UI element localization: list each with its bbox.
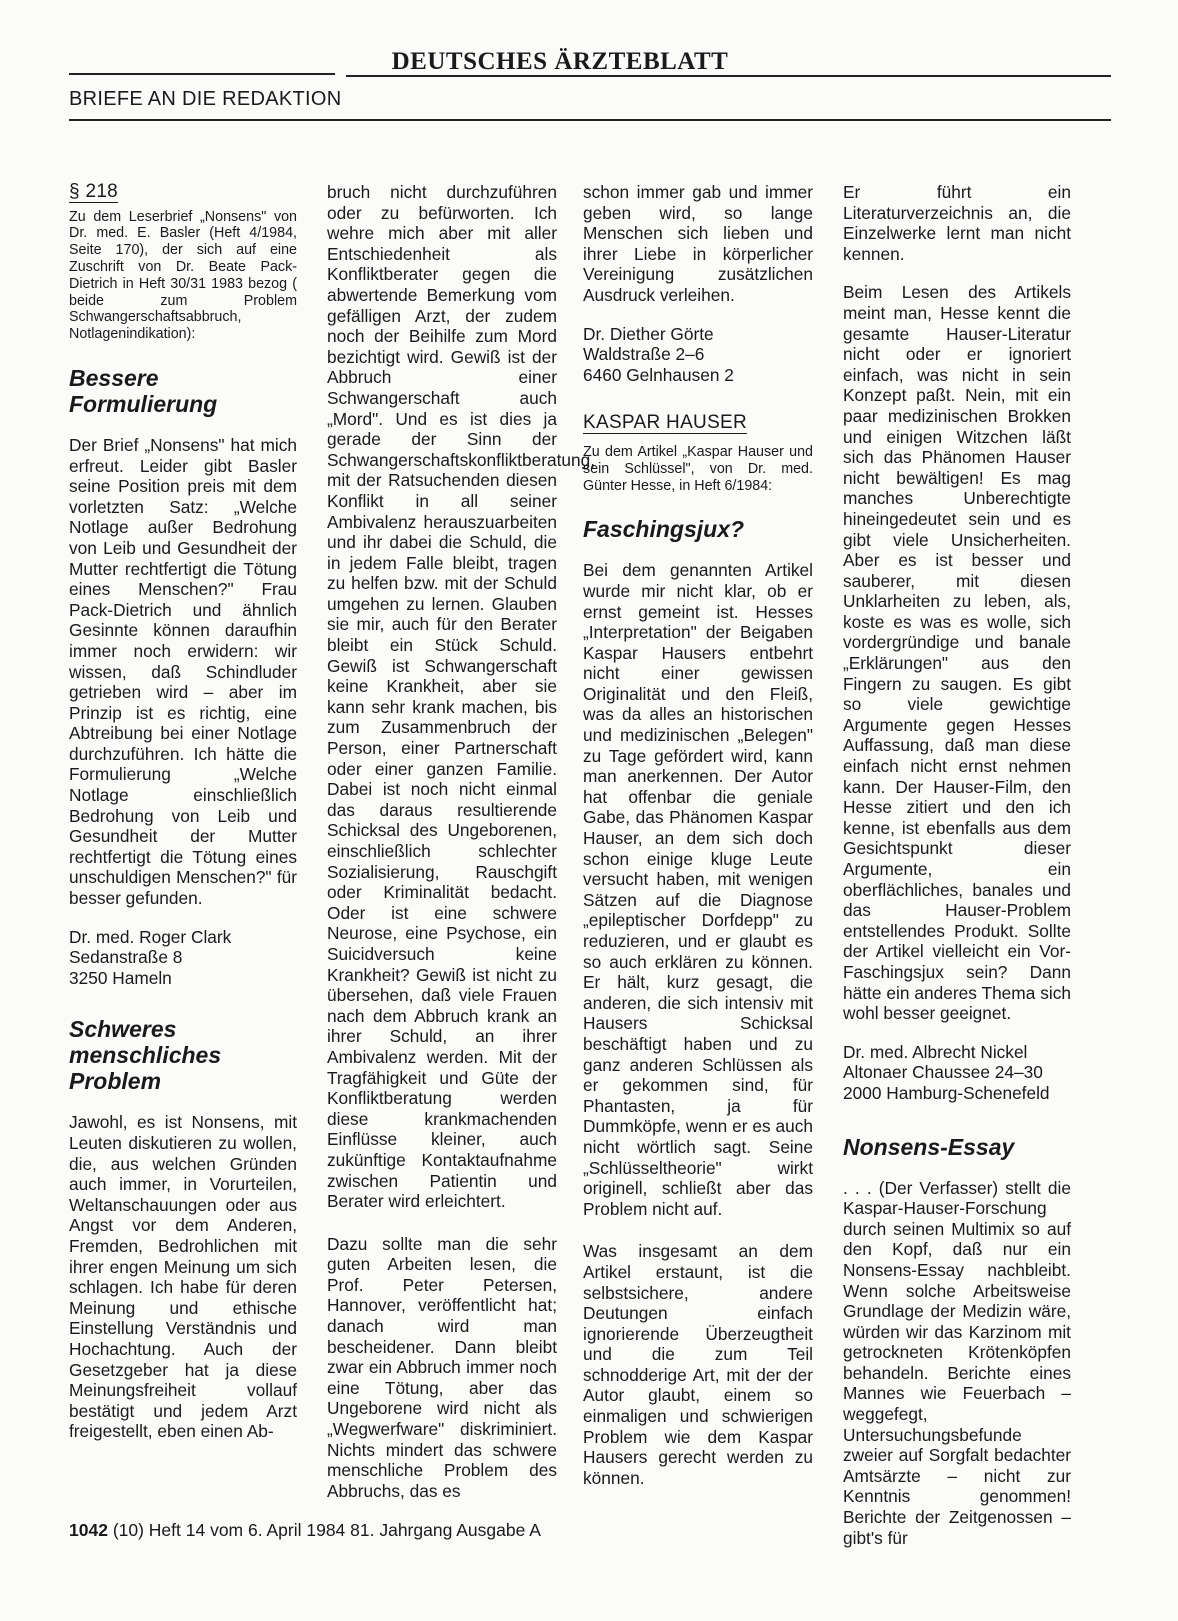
signature-street: Waldstraße 2–6: [583, 344, 705, 365]
signature: [69, 927, 297, 989]
signature-name: Dr. Diether Görte: [583, 323, 714, 344]
signature-street: Sedanstraße 8: [69, 947, 183, 968]
header-rule-left: [69, 73, 335, 75]
letter-heading: Bessere Formulierung: [69, 364, 218, 417]
topic-heading: KASPAR HAUSER: [583, 412, 748, 434]
letter-body: Der Brief „Nonsens" hat mich erfreut. Leider gibt Basler seine Position preis mit dem vorletzten Satz: „Welche Notlage außer Bedrohung von Leib und Gesundheit der Mutter rechtfertigt die Tötung eines Menschen?" Frau Pack-Dietrich und ähnlich Gesinnte können daraufhin immer noch erwidern: wir wissen, daß Schindluder getrieben wird – aber im Prinzip ist es richtig, eine Abtreibung bei einer Notlage durchzuführen. Ich hätte die Formulierung „Welche Notlage einschließlich Bedrohung von Leib und Gesundheit der Mutter rechtfertigt die Tötung eines unschuldigen Menschen?" für besser gefunden.: [69, 434, 297, 909]
header-rule-right: [346, 75, 1111, 77]
signature-name: Dr. med. Albrecht Nickel: [843, 1041, 1028, 1062]
column-3: [583, 182, 813, 1488]
letter-intro: Zu dem Leserbrief „Nonsens" von Dr. med. E. Basler (Heft 4/1984, Seite 170), der sich auf eine Zuschrift von Dr. Beate Pack-Dietrich in Heft 30/31 1983 bezog ( beide zum Problem Schwangerschaftsabbruch, Notlagenindikation):: [69, 208, 297, 343]
letter-body: Er führt ein Literaturverzeichnis an, die Einzelwerke lernt man nicht kennen.: [843, 182, 1071, 264]
signature-city: 2000 Hamburg-Schenefeld: [843, 1082, 1050, 1103]
letter-body: Bei dem genannten Artikel wurde mir nicht klar, ob er ernst gemeint ist. Hesses „Interpretation" der Beigaben Kaspar Hausers entbehrt nicht einer gewissen Originalität und den Fleiß, was da alles an historischen und medizinischen „Belegen" zu Tage gefördert wird, kann man anerkennen. Der Autor hat offenbar die geniale Gabe, das Phänomen Kaspar Hauser, an dem sich doch schon einige kluge Leute versucht haben, mit wenigen Sätzen auf die Diagnose „epileptischer Dorfdepp" zu reduzieren, und er glaubt es so auch erklären zu können. Er hält, kurz gesagt, die anderen, die sich intensiv mit Hausers Schicksal beschäftigt haben und zu ganz anderen Schlüssen als er gekommen sind, für Phantasten, ja für Dummköpfe, wenn er es auch nicht wörtlich sagt. Seine „Schlüsseltheorie" wirkt originell, schließt aber das Problem nicht auf.: [583, 560, 813, 1219]
page-number: 1042: [69, 1520, 108, 1540]
column-1: [69, 182, 297, 1442]
signature-street: Altonaer Chaussee 24–30: [843, 1062, 1043, 1083]
letter-body: Was insgesamt an dem Artikel erstaunt, ist die selbstsichere, andere Deutungen einfach ignorierende Überzeugtheit und die zum Teil schnodderige Art, mit der der Autor glaubt, einem so einmaligen und schwierigen Problem wie dem Kaspar Hausers gerecht werden zu können.: [583, 1241, 813, 1488]
letter-intro: Zu dem Artikel „Kaspar Hauser und sein Schlüssel", von Dr. med. Günter Hesse, in Heft 6/1984:: [583, 443, 813, 494]
section-title: BRIEFE AN DIE REDAKTION: [69, 88, 342, 110]
issue-info: (10) Heft 14 vom 6. April 1984 81. Jahrgang Ausgabe A: [112, 1520, 541, 1540]
letter-heading: Schweres menschliches Problem: [69, 1016, 222, 1095]
letter-body: schon immer gab und immer geben wird, so lange Menschen sich lieben und ihrer Liebe in körperlicher Vereinigung zusätzlichen Ausdruck verleihen.: [583, 182, 813, 305]
letter-body: Jawohl, es ist Nonsens, mit Leuten diskutieren zu wollen, die, aus welchen Gründen auch immer, in Vorurteilen, Weltanschauungen oder aus Angst vor dem Anderen, Fremden, Bedrohlichen mit ihrer engen Meinung um sich schlagen. Ich habe für deren Meinung und ethische Einstellung Verständnis und Hochachtung. Auch der Gesetzgeber hat ja diese Meinungsfreiheit vollauf bestätigt und jedem Arzt freigestellt, eben einen Ab-: [69, 1112, 297, 1442]
signature: [583, 324, 813, 386]
letter-body: Dazu sollte man die sehr guten Arbeiten lesen, die Prof. Peter Petersen, Hannover, veröffentlicht hat; danach wird man bescheidener. Dann bleibt zwar ein Abbruch immer noch eine Tötung, aber das Ungeborene wird nicht als „Wegwerfware" diskriminiert. Nichts mindert das schwere menschliche Problem des Abbruchs, das es: [327, 1233, 557, 1501]
letter-body: bruch nicht durchzuführen oder zu befürworten. Ich wehre mich aber mit aller Entschiedenheit als Konfliktberater gegen die abwertende Bemerkung vom gefälligen Arzt, der zudem noch der Beihilfe zum Mord bezichtigt wird. Gewiß ist der Abbruch einer Schwangerschaft auch „Mord". Und es ist dies ja gerade der Sinn der Schwangerschaftskonfliktberatung, mit der Ratsuchenden diesen Konflikt in all seiner Ambivalenz herauszuarbeiten und ihr dabei die Schuld, die in jedem Falle bleibt, tragen zu helfen bzw. mit der Schuld umgehen zu lernen. Glauben sie mir, auch für den Berater bleibt ein Stück Schuld. Gewiß ist Schwangerschaft keine Krankheit, aber sie kann sehr krank machen, bis zum Zusammenbruch der Person, einer Partnerschaft oder einer ganzen Familie. Dabei ist noch nicht einmal das daraus resultierende Schicksal des Ungeborenen, einschließlich schlechter Sozialisierung, Rauschgift oder Kriminalität bedacht. Oder ist eine schwere Neurose, eine Psychose, ein Suicidversuch keine Krankheit? Gewiß ist nicht zu übersehen, daß viele Frauen nach dem Abbruch krank an ihrer Schuld, an ihrer Ambivalenz werden. Mit der Tragfähigkeit und Güte der Konfliktberatung werden diese krankmachenden Einflüsse kleiner, auch zukünftige Kontaktaufnahme zwischen Patientin und Berater wird erleichtert.: [327, 182, 596, 1212]
letter-heading: Nonsens-Essay: [843, 1133, 1015, 1160]
letter-body: Beim Lesen des Artikels meint man, Hesse kennt die gesamte Hauser-Literatur nicht oder er ignoriert einfach, was nicht in sein Konzept paßt. Nein, mit ein paar medizinischen Brokken und einigen Witzchen läßt sich das Phänomen Hauser nicht bewältigen! Es mag manches Unberechtigte hineingedeutet sein und es gibt viele Unsicherheiten. Aber es ist besser und sauberer, mit diesen Unklarheiten zu leben, als, koste es was es wolle, sich vordergründige und banale „Erklärungen" aus den Fingern zu saugen. Es gibt so viele gewichtige Argumente gegen Hesses Auffassung, daß man diese einfach nicht ernst nehmen kann. Der Hauser-Film, den Hesse zitiert und den ich kenne, ist ebenfalls aus dem Gesichtspunkt dieser Argumente, ein oberflächliches, banales und das Hauser-Problem entstellendes Produkt. Sollte der Artikel vielleicht ein Vor-Faschingsjux sein? Dann hätte ein anderes Thema sich wohl besser geeignet.: [843, 282, 1071, 1024]
topic-heading: § 218: [69, 181, 119, 202]
signature-city: 6460 Gelnhausen 2: [583, 364, 734, 385]
column-4: [843, 182, 1071, 1548]
letter-heading: Faschingsjux?: [583, 516, 745, 543]
signature-name: Dr. med. Roger Clark: [69, 926, 232, 947]
page-footer: [69, 1520, 541, 1541]
signature: [843, 1042, 1071, 1104]
signature-city: 3250 Hameln: [69, 967, 172, 988]
column-2: [327, 182, 596, 1501]
letter-body: . . . (Der Verfasser) stellt die Kaspar-Hauser-Forschung durch seinen Multimix so auf den Kopf, daß nur ein Nonsens-Essay nachbleibt. Wenn solche Arbeitsweise Grundlage der Medizin wäre, würden wir das Karzinom mit getrockneten Krötenköpfen behandeln. Berichte eines Mannes wie Feuerbach – weggefegt, Untersuchungsbefunde zweier auf Sorgfalt bedachter Amtsärzte – nicht zur Kenntnis genommen! Berichte der Zeitgenossen – gibt's für: [843, 1177, 1071, 1548]
journal-title: DEUTSCHES ÄRZTEBLATT: [391, 48, 729, 75]
section-rule: [69, 119, 1111, 121]
